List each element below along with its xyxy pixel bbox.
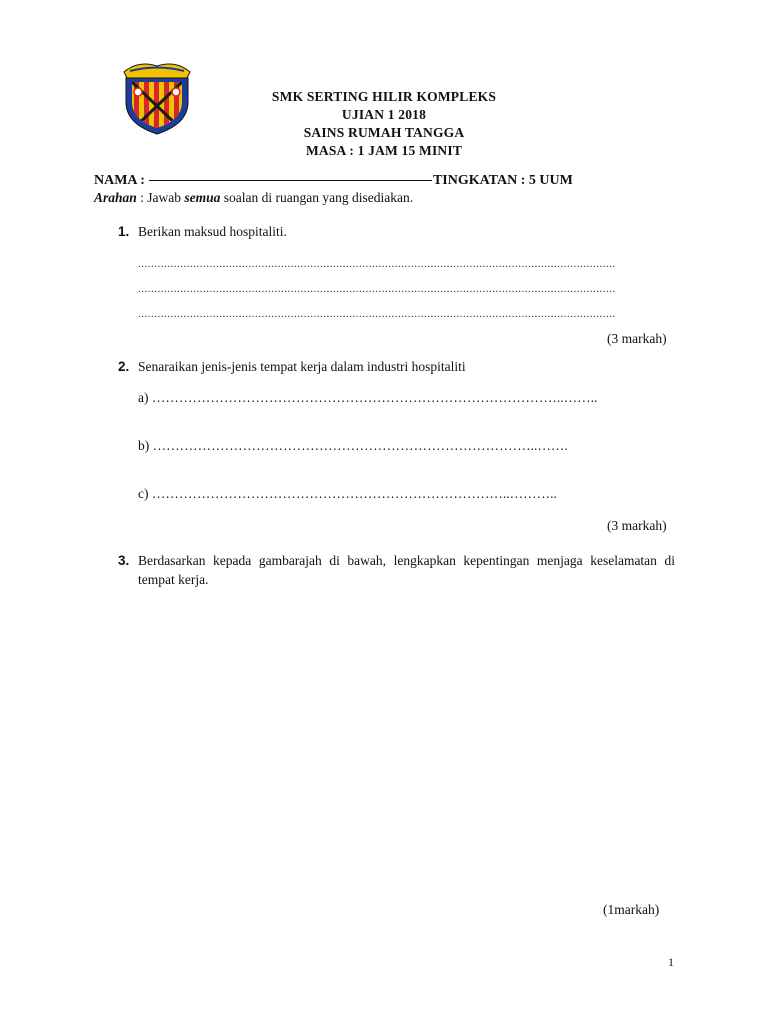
student-info-line <box>94 173 573 189</box>
exam-duration: MASA : 1 JAM 15 MINIT <box>305 143 463 158</box>
question-2-text: Senaraikan jenis-jenis tempat kerja dalam industri hospitaliti <box>138 359 466 374</box>
question-2-number: 2. <box>118 359 130 374</box>
question-1-number: 1. <box>118 224 130 239</box>
exam-header <box>0 88 768 160</box>
name-label: NAMA : <box>94 173 145 188</box>
instructions-label: Arahan <box>94 190 137 205</box>
subject-title: SAINS RUMAH TANGGA <box>303 125 465 140</box>
answer-option-c[interactable]: c) ……………………………………………………………………..……….. <box>138 486 557 501</box>
answer-line[interactable]: ................................................................................................................................................... <box>138 258 616 270</box>
page-number: 1 <box>668 955 674 969</box>
instructions-text-1: : Jawab <box>136 190 185 205</box>
name-blank[interactable] <box>149 180 432 181</box>
question-3-marks: (1markah) <box>603 902 660 917</box>
answer-option-b[interactable]: b) …………………………………………………………………………..……. <box>138 438 568 453</box>
question-3-text: Berdasarkan kepada gambarajah di bawah, lengkapkan kepentingan menjaga keselamatan di tempat kerja. <box>138 553 675 587</box>
question-2-marks: (3 markah) <box>607 518 667 533</box>
instructions <box>94 190 413 206</box>
instructions-text-2: soalan di ruangan yang disediakan. <box>220 190 414 205</box>
instructions-emphasis: semua <box>184 190 221 205</box>
answer-line[interactable]: ................................................................................................................................................... <box>138 283 616 295</box>
question-1-marks: (3 markah) <box>607 331 667 346</box>
answer-line[interactable]: ................................................................................................................................................... <box>138 308 616 320</box>
form-label: TINGKATAN : 5 UUM <box>432 173 573 188</box>
exam-title: UJIAN 1 2018 <box>341 107 427 122</box>
question-3-number: 3. <box>118 553 130 568</box>
answer-option-a[interactable]: a) ………………………………………………………………………………..…….. <box>138 390 598 405</box>
question-1-text: Berikan maksud hospitaliti. <box>138 224 287 239</box>
school-name: SMK SERTING HILIR KOMPLEKS <box>271 89 497 104</box>
